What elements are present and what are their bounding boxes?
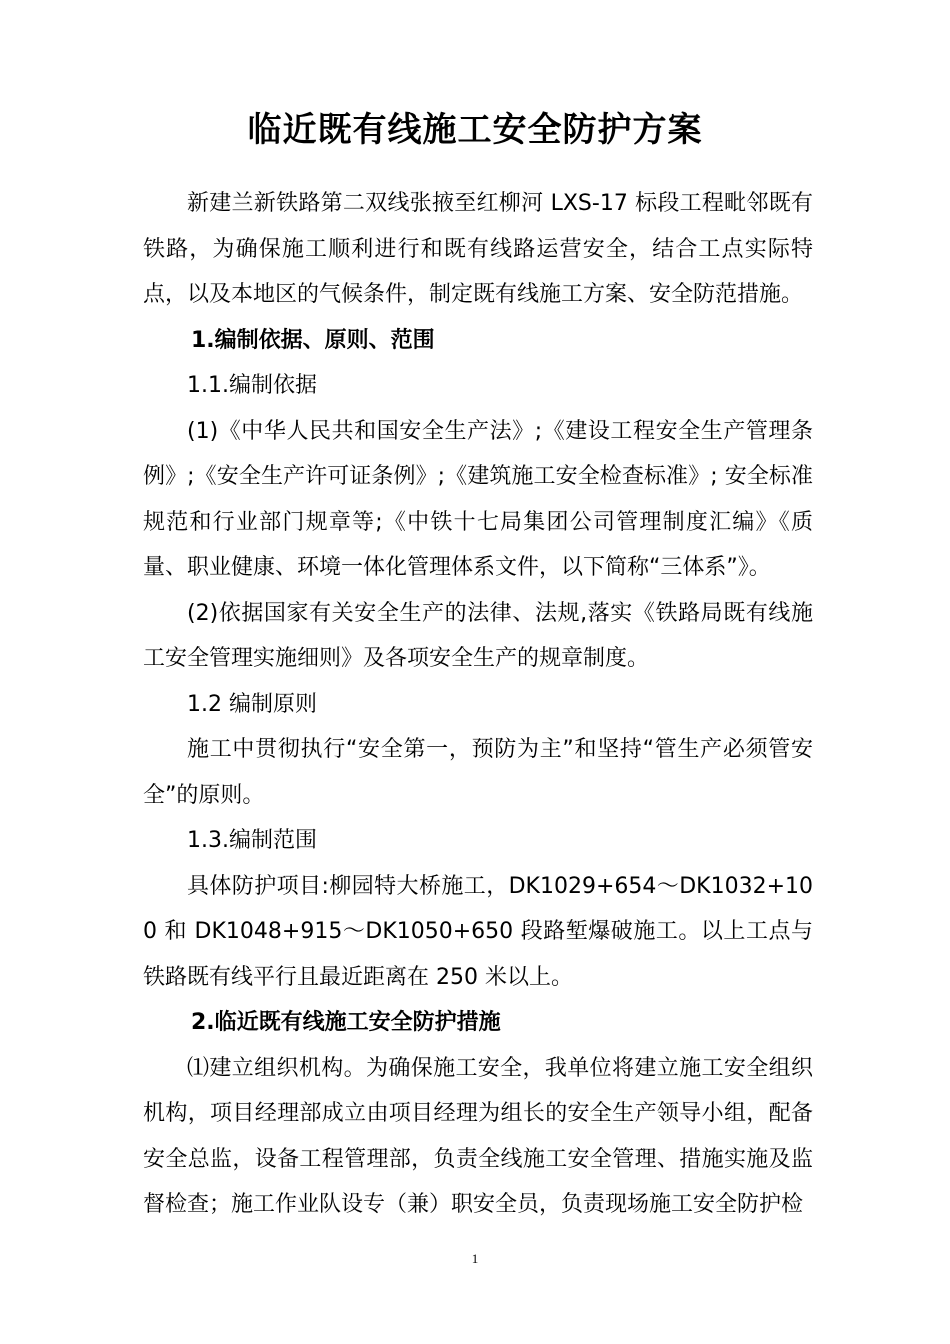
subsection-heading-1-1: 1.1.编制依据 [187,373,317,398]
paragraph-organization: ⑴建立组织机构。为确保施工安全，我单位将建立施工安全组织机构，项目经理部成立由项目经理为组长的安全生产领导小组，配备安全总监，设备工程管理部，负责全线施工安全管理、措施实施及监督检查；施工作业队设专（兼）职安全员，负责现场施工安全防护检 [143,1055,813,1217]
paragraph-basis-2: (2)依据国家有关安全生产的法律、法规,落实《铁路局既有线施工安全管理实施细则》及各项安全生产的规章制度。 [143,600,813,671]
paragraph-intro: 新建兰新铁路第二双线张掖至红柳河 LXS-17 标段工程毗邻既有铁路，为确保施工顺利进行和既有线路运营安全，结合工点实际特点，以及本地区的气候条件，制定既有线施工方案、安全防范措施。 [143,191,813,307]
paragraph-basis-1: (1)《中华人民共和国安全生产法》;《建设工程安全生产管理条例》;《安全生产许可证条例》;《建筑施工安全检查标准》; 安全标准规范和行业部门规章等;《中铁十七局集团公司管理制度汇编》《质量、职业健康、环境一体化管理体系文件，以下简称“三体系”》。 [143,418,813,580]
document-body [143,181,813,1228]
subsection-heading-1-3: 1.3.编制范围 [187,828,317,853]
paragraph-scope: 具体防护项目:柳园特大桥施工，DK1029+654～DK1032+100 和 DK1048+915～DK1050+650 段路堑爆破施工。以上工点与铁路既有线平行且最近距离在 250 米以上。 [143,873,813,990]
subsection-heading-1-2: 1.2 编制原则 [187,691,317,717]
paragraph-principle: 施工中贯彻执行“安全第一，预防为主”和坚持“管生产必须管安全”的原则。 [143,737,813,808]
document-title: 临近既有线施工安全防护方案 [247,110,703,150]
section-heading-1: 1.编制依据、原则、范围 [191,327,435,353]
page-number: 1 [471,1251,479,1266]
section-heading-2: 2.临近既有线施工安全防护措施 [191,1010,501,1035]
